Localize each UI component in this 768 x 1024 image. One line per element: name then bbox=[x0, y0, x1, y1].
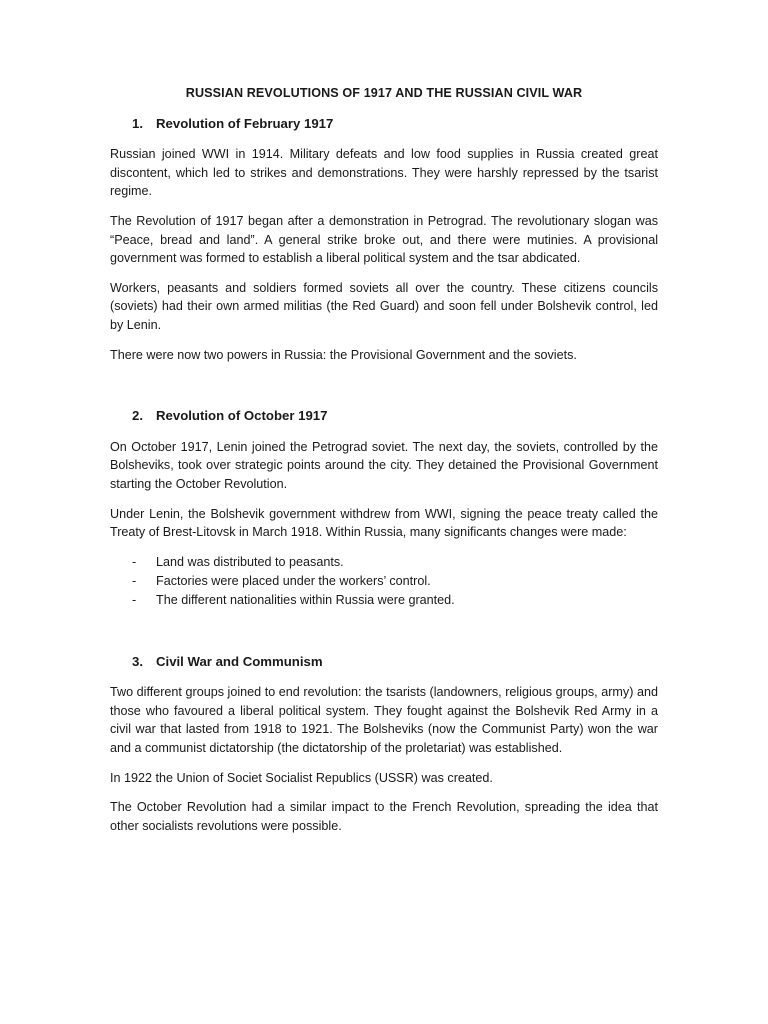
section-3 bbox=[110, 653, 658, 836]
section-heading bbox=[110, 115, 658, 134]
section-2 bbox=[110, 407, 658, 610]
section-title: Revolution of February 1917 bbox=[156, 115, 334, 131]
bullet-marker: - bbox=[132, 573, 137, 588]
document-page bbox=[110, 84, 658, 846]
bullet-list bbox=[110, 553, 658, 610]
paragraph: There were now two powers in Russia: the Provisional Government and the soviets. bbox=[110, 347, 577, 362]
list-item bbox=[132, 553, 658, 572]
section-number: 1. bbox=[132, 115, 143, 131]
section-1 bbox=[110, 115, 658, 365]
section-number: 2. bbox=[132, 408, 143, 424]
paragraph: Two different groups joined to end revolution: the tsarists (landowners, religious groups, army) and those who favoured a liberal political system. They fought against the Bolshevik Red Army in a civil war that lasted from 1918 to 1921. The Bolsheviks (now the Communist Party) won the war and a communist dictatorship (the dictatorship of the proletariat) was established. bbox=[110, 685, 658, 756]
paragraph: The Revolution of 1917 began after a demonstration in Petrograd. The revolutionary slogan was “Peace, bread and land”. A general strike broke out, and there were mutinies. A provisional government was formed to establish a liberal political system and the tsar abdicated. bbox=[110, 213, 658, 266]
list-item-text: The different nationalities within Russia were granted. bbox=[156, 592, 455, 607]
paragraph: Workers, peasants and soldiers formed soviets all over the country. These citizens councils (soviets) had their own armed militias (the Red Guard) and soon fell under Bolshevik control, led by Lenin. bbox=[110, 280, 658, 332]
document-title: RUSSIAN REVOLUTIONS OF 1917 AND THE RUSSIAN CIVIL WAR bbox=[185, 86, 583, 100]
section-heading bbox=[110, 653, 658, 672]
bullet-marker: - bbox=[132, 592, 137, 607]
list-item-text: Factories were placed under the workers’ control. bbox=[156, 573, 431, 588]
paragraph: Under Lenin, the Bolshevik government withdrew from WWI, signing the peace treaty called the Treaty of Brest-Litovsk in March 1918. Within Russia, many significants changes were made: bbox=[110, 506, 658, 540]
paragraph: The October Revolution had a similar impact to the French Revolution, spreading the idea that other socialists revolutions were possible. bbox=[110, 800, 658, 833]
section-spacer bbox=[110, 621, 658, 653]
section-heading bbox=[110, 407, 658, 426]
paragraph: Russian joined WWI in 1914. Military defeats and low food supplies in Russia created great discontent, which led to strikes and demonstrations. They were harshly repressed by the tsarist regime. bbox=[110, 147, 658, 199]
list-item bbox=[132, 572, 658, 591]
list-item-text: Land was distributed to peasants. bbox=[156, 554, 344, 569]
section-spacer bbox=[110, 375, 658, 407]
bullet-marker: - bbox=[132, 554, 137, 569]
section-title: Revolution of October 1917 bbox=[156, 408, 328, 424]
section-number: 3. bbox=[132, 653, 143, 669]
section-title: Civil War and Communism bbox=[156, 653, 323, 669]
paragraph: On October 1917, Lenin joined the Petrograd soviet. The next day, the soviets, controlled by the Bolsheviks, took over strategic points around the city. They detained the Provisional Government starting the October Revolution. bbox=[110, 439, 658, 491]
paragraph: In 1922 the Union of Societ Socialist Republics (USSR) was created. bbox=[110, 770, 493, 785]
list-item bbox=[132, 591, 658, 610]
